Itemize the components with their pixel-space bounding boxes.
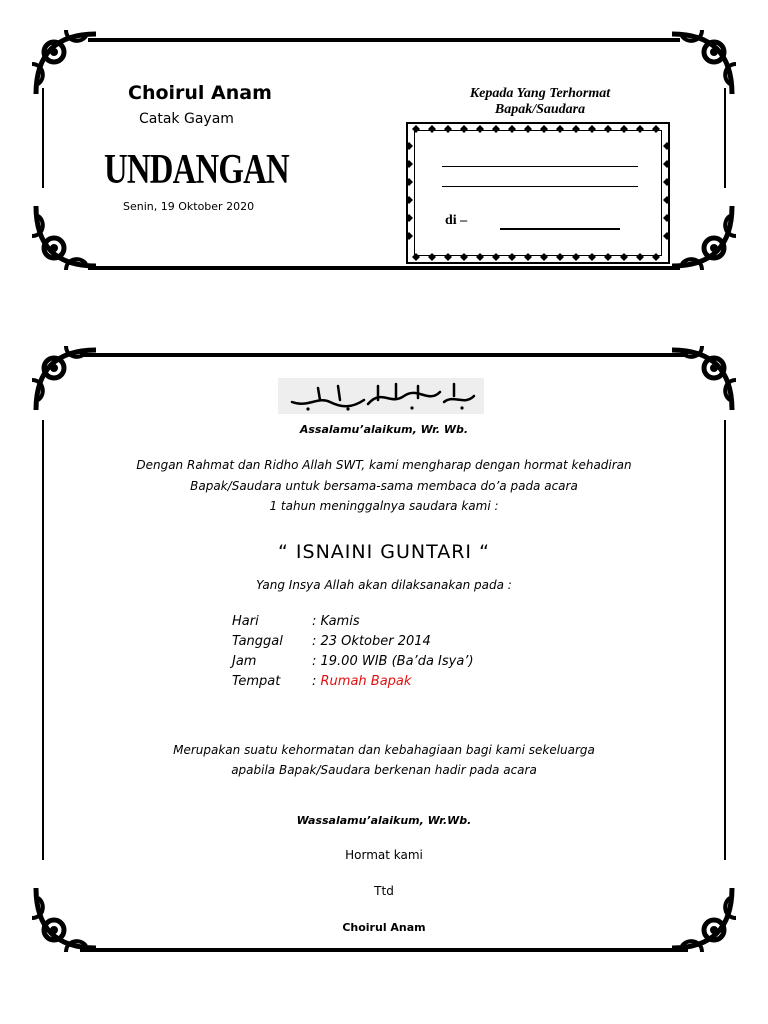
intro-line-1: Dengan Rahmat dan Ridho Allah SWT, kami mengharap dengan hormat kehadiran — [136, 458, 632, 472]
detail-label: Tanggal — [232, 634, 283, 649]
address-line-3 — [500, 228, 620, 230]
detail-label: Hari — [232, 614, 259, 629]
invitation-title: UNDANGAN — [104, 147, 289, 193]
letter-right-border — [724, 420, 726, 860]
signature: Ttd — [374, 884, 394, 898]
intro-line-3: 1 tahun meninggalnya saudara kami : — [269, 499, 499, 513]
detail-label: Jam — [232, 654, 257, 669]
address-border-pattern-icon — [406, 122, 670, 264]
recipient-heading-line-1: Kepada Yang Terhormat — [469, 86, 611, 101]
detail-row-tanggal — [232, 634, 431, 649]
deceased-name: “ ISNAINI GUNTARI “ — [278, 541, 490, 563]
envelope-top-border — [88, 38, 680, 42]
address-di-label: di – — [445, 213, 468, 228]
recipient-heading-line-2: Bapak/Saudara — [494, 102, 586, 117]
detail-value: : Kamis — [312, 614, 360, 629]
farewell: Wassalamu’alaikum, Wr.Wb. — [296, 814, 472, 827]
ornament-corner-icon — [26, 340, 106, 420]
detail-row-jam — [232, 654, 474, 669]
detail-value: : 19.00 WIB (Ba’da Isya’) — [312, 654, 474, 669]
closing-line-2: apabila Bapak/Saudara berkenan hadir pada acara — [231, 763, 537, 777]
bismillah-calligraphy-icon — [278, 378, 484, 414]
detail-row-tempat — [232, 674, 411, 689]
letter-left-border — [42, 420, 44, 860]
sender-name: Choirul Anam — [128, 82, 272, 104]
regards: Hormat kami — [345, 848, 423, 862]
schedule-intro: Yang Insya Allah akan dilaksanakan pada : — [256, 578, 512, 592]
intro-line-2: Bapak/Saudara untuk bersama-sama membaca do’a pada acara — [190, 479, 578, 493]
ornament-corner-icon — [662, 196, 742, 276]
envelope-date: Senin, 19 Oktober 2020 — [123, 200, 255, 213]
recipient-heading — [410, 86, 670, 118]
signer-name: Choirul Anam — [342, 921, 426, 934]
detail-label: Tempat — [232, 674, 281, 689]
closing-line-1: Merupakan suatu kehormatan dan kebahagiaan bagi kami sekeluarga — [173, 743, 595, 757]
detail-value-place: Rumah Bapak — [320, 674, 412, 689]
envelope-bottom-border — [88, 266, 680, 270]
detail-colon: : — [312, 674, 321, 689]
sender-place: Catak Gayam — [139, 111, 234, 127]
ornament-corner-icon — [662, 24, 742, 104]
ornament-corner-icon — [662, 340, 742, 420]
detail-row-hari — [232, 614, 360, 629]
ornament-corner-icon — [26, 196, 106, 276]
ornament-corner-icon — [26, 24, 106, 104]
letter-top-border — [80, 353, 688, 357]
letter-bottom-border — [80, 948, 688, 952]
address-line-2 — [442, 186, 638, 187]
greeting: Assalamu’alaikum, Wr. Wb. — [299, 423, 469, 436]
detail-value: : 23 Oktober 2014 — [312, 634, 431, 649]
address-line-1 — [442, 166, 638, 167]
